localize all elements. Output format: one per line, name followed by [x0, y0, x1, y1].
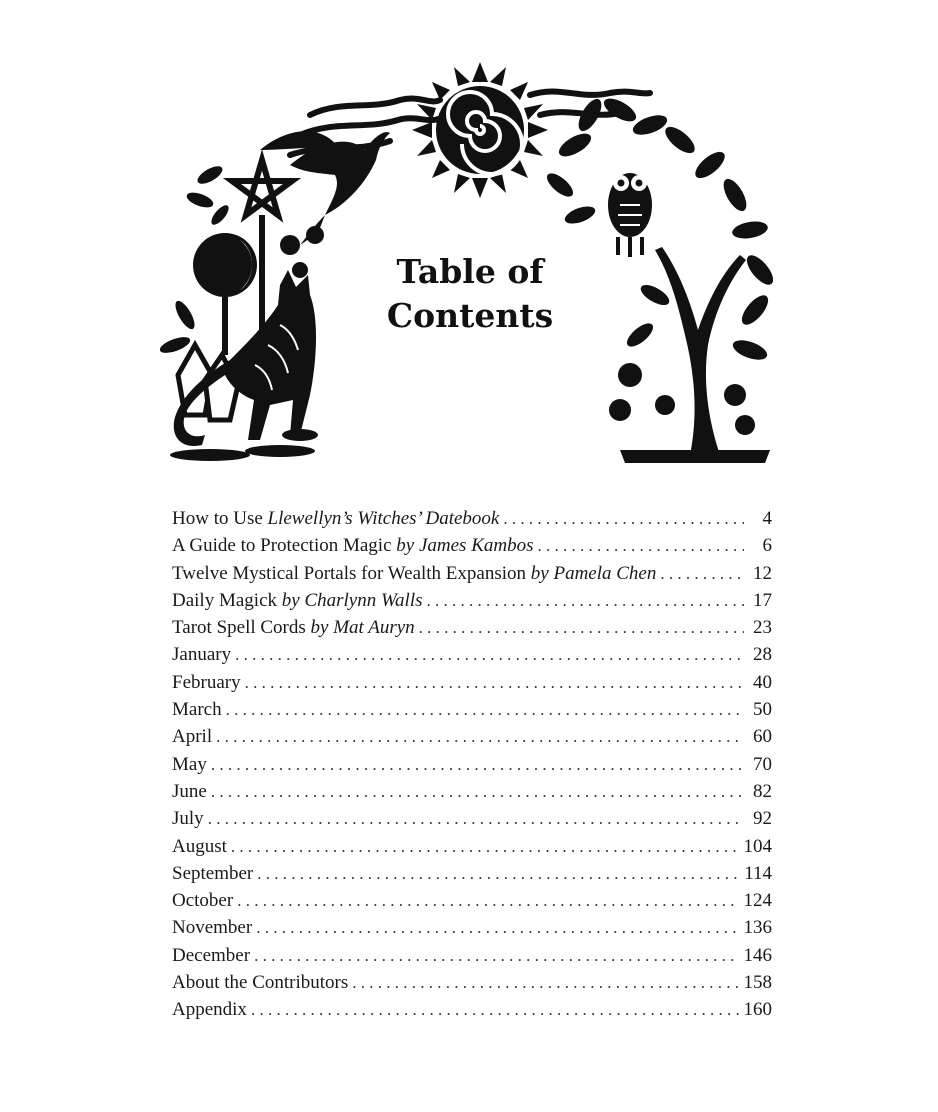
toc-entry-title: [172, 754, 207, 776]
toc-list: [172, 508, 772, 1027]
toc-entry-text: Twelve Mystical Portals for Wealth Expansion: [172, 562, 531, 584]
toc-entry-author: by James Kambos: [396, 535, 534, 557]
toc-entry-text: April: [172, 726, 213, 748]
toc-entry-title: [172, 972, 348, 994]
toc-entry[interactable]: [172, 836, 772, 863]
toc-entry-text: October: [172, 890, 234, 912]
toc-entry[interactable]: [172, 617, 772, 644]
toc-entry-title: [172, 781, 207, 803]
toc-entry[interactable]: [172, 890, 772, 917]
toc-page-number: 70: [753, 753, 772, 775]
toc-entry-title: [172, 999, 247, 1021]
dot-leader: [211, 782, 744, 802]
dot-leader: [257, 864, 740, 884]
sun-icon: [412, 62, 548, 198]
toc-entry-title: [172, 890, 233, 912]
toc-entry[interactable]: [172, 999, 772, 1026]
toc-entry-title: [172, 917, 252, 939]
toc-entry-title: [172, 617, 415, 639]
toc-entry[interactable]: [172, 808, 772, 835]
toc-entry-text: Appendix: [172, 999, 247, 1021]
title-line-2: Contents: [386, 296, 554, 335]
dot-leader: [216, 727, 744, 747]
toc-page-number: 23: [753, 617, 772, 639]
toc-entry-title: [172, 836, 227, 858]
dot-leader: [251, 1000, 740, 1020]
dot-leader: [245, 673, 744, 693]
toc-page-number: 50: [753, 699, 772, 721]
toc-entry-author: by Mat Auryn: [310, 617, 415, 639]
toc-entry[interactable]: [172, 644, 772, 671]
dot-leader: [235, 645, 744, 665]
moon-icon: [193, 233, 257, 355]
dot-leader: [537, 536, 744, 556]
toc-entry[interactable]: [172, 535, 772, 562]
dot-leader: [254, 946, 739, 966]
toc-entry-text: December: [172, 944, 251, 966]
toc-entry-text: How to Use: [172, 508, 268, 529]
toc-page-number: 146: [743, 944, 772, 966]
dot-leader: [503, 509, 744, 529]
toc-page-number: 104: [743, 835, 772, 857]
toc-entry-title: [172, 644, 231, 666]
toc-page-number: 158: [743, 972, 772, 994]
dot-leader: [256, 918, 739, 938]
toc-entry[interactable]: [172, 726, 772, 753]
toc-page-number: 60: [753, 726, 772, 748]
dot-leader: [211, 755, 744, 775]
toc-entry-text: September: [172, 862, 254, 884]
dot-leader: [208, 809, 744, 829]
toc-entry-title: [172, 699, 222, 721]
toc-entry-title: [172, 590, 423, 612]
toc-entry[interactable]: [172, 699, 772, 726]
toc-entry-text: March: [172, 699, 222, 721]
toc-entry-italic-title: Llewellyn’s Witches’ Datebook: [267, 508, 500, 529]
toc-entry-text: June: [172, 780, 207, 802]
toc-entry-title: [172, 508, 499, 530]
toc-entry-title: [172, 863, 253, 885]
toc-entry-text: November: [172, 917, 253, 939]
toc-page-number: 4: [762, 508, 772, 529]
toc-page-number: 124: [743, 890, 772, 912]
toc-entry[interactable]: [172, 863, 772, 890]
toc-page-number: 28: [753, 644, 772, 666]
toc-entry-text: February: [172, 671, 241, 693]
toc-entry[interactable]: [172, 563, 772, 590]
toc-entry-text: May: [172, 753, 207, 775]
dot-leader: [352, 973, 739, 993]
toc-page-number: 17: [753, 589, 772, 611]
toc-entry-title: [172, 535, 533, 557]
toc-entry-title: [172, 726, 212, 748]
toc-entry-author: by Pamela Chen: [530, 562, 657, 584]
dot-leader: [226, 700, 744, 720]
toc-page-number: 114: [744, 862, 772, 884]
dot-leader: [427, 591, 744, 611]
toc-page-number: 160: [743, 999, 772, 1021]
toc-entry-text: August: [172, 835, 227, 857]
toc-entry-text: A Guide to Protection Magic: [172, 535, 397, 557]
title-line-1: Table of: [396, 252, 544, 291]
dot-leader: [231, 837, 740, 857]
toc-entry-title: [172, 563, 656, 585]
toc-entry-author: by Charlynn Walls: [281, 589, 423, 611]
toc-page-number: 12: [753, 562, 772, 584]
toc-entry[interactable]: [172, 672, 772, 699]
toc-entry-title: [172, 808, 204, 830]
toc-page-number: 6: [762, 535, 772, 557]
toc-entry-text: July: [172, 808, 204, 830]
toc-entry-text: Tarot Spell Cords: [172, 617, 311, 639]
toc-page-number: 40: [753, 671, 772, 693]
toc-entry[interactable]: [172, 972, 772, 999]
toc-entry[interactable]: [172, 917, 772, 944]
toc-page-number: 82: [753, 780, 772, 802]
toc-entry-text: Daily Magick: [172, 589, 282, 611]
toc-entry-title: [172, 672, 241, 694]
toc-page-number: 92: [753, 808, 772, 830]
toc-entry-title: [172, 945, 250, 967]
owl-icon: [608, 173, 652, 257]
dot-leader: [237, 891, 739, 911]
dot-leader: [660, 564, 744, 584]
toc-entry-text: January: [172, 644, 232, 666]
toc-entry-text: About the Contributors: [172, 972, 349, 994]
toc-entry[interactable]: [172, 945, 772, 972]
toc-entry[interactable]: [172, 754, 772, 781]
page-title: [330, 250, 610, 338]
toc-entry[interactable]: [172, 590, 772, 617]
dot-leader: [419, 618, 744, 638]
toc-entry[interactable]: [172, 781, 772, 808]
toc-entry[interactable]: [172, 508, 772, 535]
toc-page-number: 136: [743, 917, 772, 939]
